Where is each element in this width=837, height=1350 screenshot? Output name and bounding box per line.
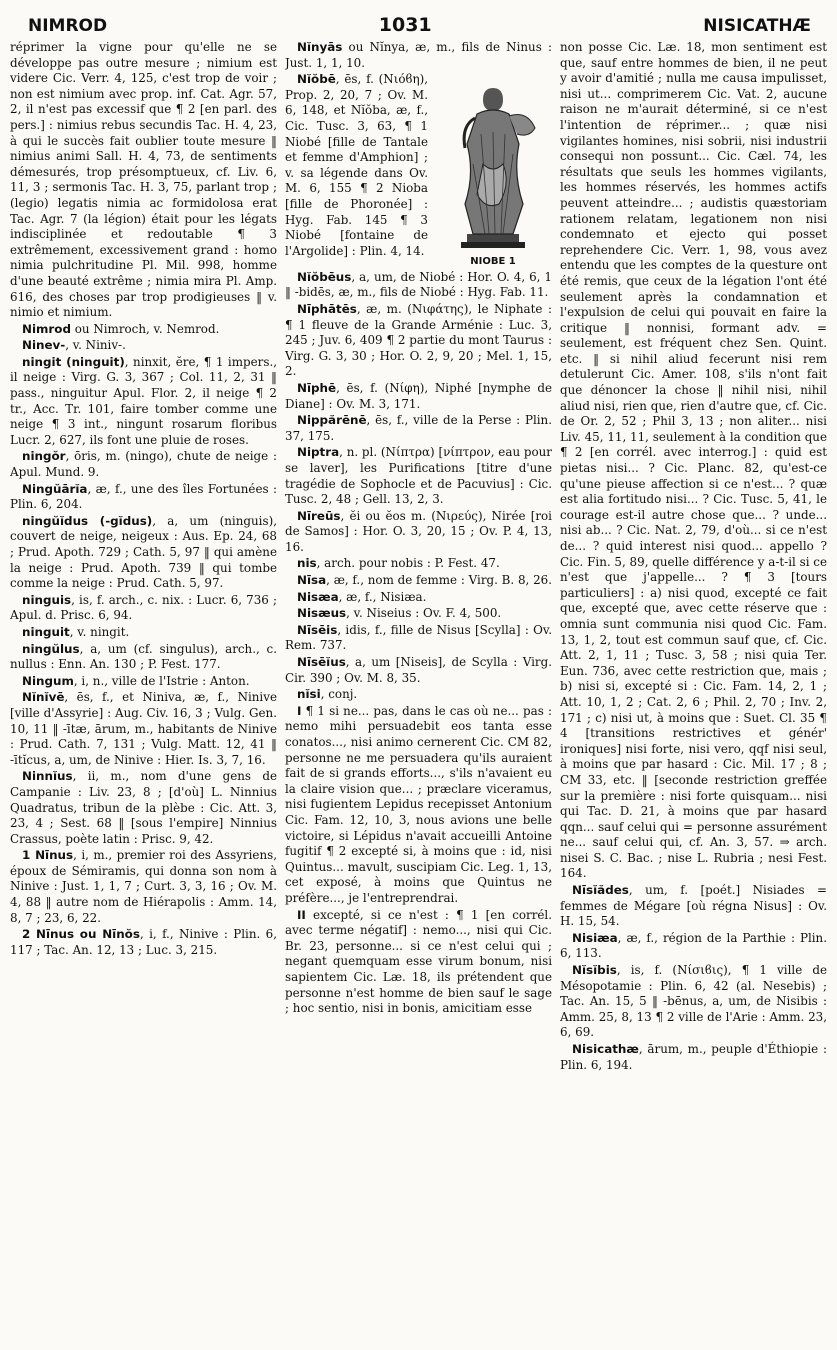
entry-definition: , is, f. arch., c. nix. : Lucr. 6, 736 ; Apul. d. Prisc. 6, 94. [10,592,277,623]
entry-definition: , um, f. [poét.] Nisiades = femmes de Mégare [où régna Nisus] : Ov. H. 15, 54. [560,883,827,929]
dictionary-entry [10,927,277,958]
entry-continuation [560,40,827,882]
entry-headword: ninguis [22,592,72,607]
entry-headword: II [297,907,306,922]
dictionary-entry [285,556,552,572]
dictionary-entry [10,642,277,673]
figure-caption: NIOBE 1 [470,256,516,268]
entry-headword: Nīphātēs [297,301,357,316]
entry-headword: ningŏr [22,449,66,464]
entry-definition: , idis, f., fille de Nisus [Scylla] : Ov. Rem. 737. [285,622,552,653]
dictionary-entry [285,413,552,444]
dictionary-entry [10,355,277,449]
dictionary-entry [285,302,552,380]
dictionary-entry [10,338,277,354]
dictionary-entry [285,445,552,507]
entry-headword: nis [297,556,317,571]
dictionary-entry [285,606,552,622]
entry-definition: , æ, f., une des îles Fortunées : Plin. 6, 204. [10,481,277,512]
entry-headword: 2 Nīnus ou Nīnŏs [22,927,140,942]
dictionary-entry [10,514,277,592]
entry-definition: réprimer la vigne pour qu'elle ne se développe pas outre mesure ; nimium est videre Cic. Verr. 4, 125, c'est trop de voir ; non est nimium avec prop. inf. Cat. Agr. 57, 2, il n'est pas excessif que ¶ 2 [en parl. des pers.] : nimius rebus secundis Tac. H. 4, 23, à qui le succès fait oublier toute mesure ‖ nimius animi Sall. H. 4, 73, de sentiments démesurés, trop présomptueux, cf. Liv. 6, 11, 3 ; sermonis Tac. H. 3, 75, parlant trop ; (legio) legatis nimia ac formidolosa erat Tac. Agr. 7 (la légion) était pour les légats indisciplinée et redoutable ¶ 3 extrêmement, excessivement grand : homo nimia pulchritudine Pl. Mil. 998, homme d'une beauté extrême ; nimia mira Pl. Amp. 616, des choses par trop prodigieuses ‖ v. nimio et nimium. [10,40,277,320]
entry-headword: 1 Nīnus [22,848,74,863]
header-left-guide-word: NIMROD [28,16,108,36]
dictionary-entry [285,655,552,686]
entry-headword: Nīreūs [297,508,341,523]
dictionary-entry [285,270,552,301]
entry-headword: Nisiæa [572,930,618,945]
dictionary-entry [285,704,552,907]
entry-headword: Nippărēnē [297,413,367,428]
entry-headword: ningit (ninguit) [22,354,125,369]
dictionary-entry [10,322,277,338]
entry-definition: , conj. [320,687,358,702]
entry-headword: Nĭnyās [297,40,343,54]
entry-definition: , æ, f., région de la Parthie : Plin. 6, 113. [560,930,827,961]
entry-definition: , i, m., premier roi des Assyriens, époux de Sémiramis, qui donna son nom à Ninive : Just. 1, 1, 7 ; Curt. 3, 3, 16 ; Ov. M. 4, 88 ‖ autre nom de Hiérapolis : Amm. 14, 8, 7 ; 23, 6, 22. [10,848,277,925]
entry-headword: Nīsēis [297,622,338,637]
niobe-figure [434,74,552,270]
entry-headword: Nĭŏbē [297,72,336,87]
entry-definition: , ōris, m. (ningo), chute de neige : Apul. Mund. 9. [10,449,277,480]
header-right-guide-word: NISICATHÆ [703,16,811,36]
dictionary-entry [285,72,428,259]
entry-definition: , ii, m., nom d'une gens de Campanie : Liv. 23, 8 ; [d'où] L. Ninnius Quadratus, tribun de la plèbe : Cic. Att. 3, 23, 4 ; Sest. 68 ‖ [sous l'empire] Ninnius Crassus, poète latin : Prisc. 9, 42. [10,769,277,846]
entry-definition: , n. pl. (Νίπτρα) [νίπτρον, eau pour se laver], les Purifications [titre d'une tragédie de Sophocle et de Pacuvius] : Cic. Tusc. 2, 48 ; Gell. 13, 2, 3. [285,445,552,507]
entry-headword: Ninev- [22,338,66,353]
page-number: 1031 [378,14,432,36]
entry-headword: Nimrod [22,321,71,336]
entry-headword: Nīsēĭus [297,655,346,670]
columns [10,40,827,1340]
entry-headword: Nĭsĭbis [572,963,617,978]
entry-definition: , æ, f., Nisiæa. [338,589,427,604]
entry-definition: , i, f., Ninive : Plin. 6, 117 ; Tac. An. 12, 13 ; Luc. 3, 215. [10,927,277,957]
dictionary-entry [285,509,552,556]
entry-headword: Niptra [297,445,340,460]
dictionary-entry [285,623,552,654]
dictionary-entry [285,590,552,606]
entry-headword: ningŭĭdus (-gĭdus) [22,513,153,528]
entry-definition: , is, f. (Νίσιϐις), ¶ 1 ville de Mésopotamie : Plin. 6, 42 (al. Nesebis) ; Tac. An. 15, 5 ‖ -bēnus, a, um, de Nisibis : Amm. 25, 8, 13 ¶ 2 ville de l'Arie : Amm. 23, 6, 69. [560,963,827,1040]
entry-definition: , ēs, f., et Niniva, æ, f., Ninive [ville d'Assyrie] : Aug. Civ. 16, 3 ; Vulg. Gen. 10, 11 ‖ -ītæ, ārum, m., habitants de Ninive : Prud. Cath. 7, 131 ; Vulg. Matt. 12, 41 ‖ -ītĭcus, a, um, de Ninive : Hier. Is. 3, 7, 16. [10,690,277,767]
dictionary-entry [560,1042,827,1073]
entry-headword: Nisæa [297,589,339,604]
entry-headword: Ningŭārĭa [22,481,88,496]
entry-headword: ninguit [22,624,70,639]
dictionary-entry [10,593,277,624]
niobe-statue-illustration [437,74,549,250]
entry-headword: Ninnĭus [22,769,73,784]
entry-headword: Nisicathæ [572,1042,639,1056]
entry-definition: , æ, m. (Νιφάτης), le Niphate : ¶ 1 fleuve de la Grande Arménie : Luc. 3, 245 ; Juv. 6, 409 ¶ 2 partie du mont Taurus : Virg. G. 3, 30 ; Hor. O. 2, 9, 20 ; Mel. 1, 15, 2. [285,301,552,379]
dictionary-entry [560,931,827,962]
entry-definition: , ĕi ou ĕos m. (Νιρεύς), Nirée [roi de Samos] : Hor. O. 3, 20, 15 ; Ov. P. 4, 13, 16. [285,508,552,554]
dictionary-entry [10,449,277,480]
entry-definition: ¶ 1 si ne... pas, dans le cas où ne... pas : nemo mihi persuadebit eos tanta esse conatos..., nisi animo cernerent Cic. CM 82, personne ne me persuadera qu'ils auraient fait de si grands efforts..., s'ils n'avaient eu la claire vision que... ; præclare viceramus, nisi fugientem Lepidus recepisset Antonium Cic. Fam. 12, 10, 3, nous avions une belle victoire, si Lépidus n'avait accueilli Antoine fugitif ¶ 2 excepté si, à moins que : id, nisi Quintus... mavult, suscipiam Cic. Leg. 1, 13, cet exposé, à moins que Quintus ne préfère..., je l'entreprendrai. [285,703,552,905]
entry-definition: , a, um (ninguis), couvert de neige, neigeux : Aus. Ep. 24, 68 ; Prud. Apoth. 729 ; Cath. 5, 97 ‖ qui amène la neige : Prud. Apoth. 739 ‖ qui tombe comme la neige : Prud. Cath. 5, 97. [10,513,277,591]
dictionary-entry [285,381,552,412]
entry-definition: , ēs, f. (Νιόϐη), Prop. 2, 20, 7 ; Ov. M. 6, 148, et Nĭŏba, æ, f., Cic. Tusc. 3, 63, ¶ 1 Niobé [fille de Tantale et femme d'Amphion] ; v. sa légende dans Ov. M. 6, 155 ¶ 2 Nioba [fille de Phoronée] : Hyg. Fab. 145 ¶ 3 Niobé [fontaine de l'Argolide] : Plin. 4, 14. [285,72,428,258]
entry-definition: , v. Niniv-. [65,338,126,353]
entry-definition: , ninxit, ĕre, ¶ 1 impers., il neige : Virg. G. 3, 367 ; Col. 11, 2, 31 ‖ pass., ninguitur Apul. Flor. 2, il neige ¶ 2 tr., Acc. Tr. 101, faire tomber comme une neige ¶ 3 int., ningunt rosarum floribus Lucr. 2, 627, ils font une pluie de roses. [10,354,277,447]
entry-definition: excepté, si ce n'est : ¶ 1 [en corrél. avec terme négatif] : nemo..., nisi qui Cic. Br. 23, personne... si ce n'est celui qui ; negant quemquam esse virum bonum, nisi sapientem Cic. Læ. 18, ils prétendent que personne n'est homme de bien sauf le sage ; hoc sentio, nisi in bonis, amicitiam esse [285,907,552,1016]
entry-headword: Nĭnĭvē [22,690,65,705]
entry-headword: Nīsĭădes [572,883,629,898]
entry-headword: I [297,703,302,718]
entry-headword: ningŭlus [22,641,80,656]
dictionary-entry [10,848,277,926]
dictionary-entry [10,674,277,690]
dictionary-entry [285,908,552,1017]
dictionary-entry [285,687,552,703]
dictionary-entry [285,573,552,589]
entry-definition: , a, um (cf. singulus), arch., c. nullus : Enn. An. 130 ; P. Fest. 177. [10,641,277,672]
entry-headword: Nīphē [297,380,337,395]
entry-definition: , a, um [Niseis], de Scylla : Virg. Cir. 390 ; Ov. M. 8, 35. [285,655,552,685]
dictionary-entry [285,40,552,71]
entry-definition: , ēs, f. (Νίφη), Niphé [nymphe de Diane] : Ov. M. 3, 171. [285,380,552,411]
entry-headword: Ningum [22,673,74,688]
entry-definition: , v. Niseius : Ov. F. 4, 500. [346,606,502,621]
dictionary-entry [10,625,277,641]
dictionary-entry [10,482,277,513]
entry-headword: Nīsa [297,573,327,588]
dictionary-entry [560,963,827,1041]
entry-headword: Nisæus [297,606,347,621]
entry-definition: , ārum, m., peuple d'Éthiopie : Plin. 6, 194. [560,1042,827,1072]
column-3 [560,40,827,1340]
entry-headword: Nĭŏbēus [297,269,352,284]
entry-definition: , arch. pour nobis : P. Fest. 47. [316,556,500,571]
page-header [10,0,827,40]
entry-definition: , a, um, de Niobé : Hor. O. 4, 6, 1 ‖ -bidēs, æ, m., fils de Niobé : Hyg. Fab. 11. [285,269,552,300]
entry-definition: ou Nĭnya, æ, m., fils de Ninus : Just. 1, 1, 10. [285,40,552,70]
entry-definition: , v. ningit. [69,624,130,639]
dictionary-entry [10,769,277,847]
column-2 [285,40,552,1340]
figure-side-text [285,72,428,270]
entry-headword: nĭsi [297,687,321,702]
column-1 [10,40,277,1340]
dictionary-entry [560,883,827,930]
entry-with-figure [285,72,552,270]
entry-definition: , æ, f., nom de femme : Virg. B. 8, 26. [326,573,552,588]
entry-definition: , i, n., ville de l'Istrie : Anton. [73,673,250,688]
entry-definition: ou Nimroch, v. Nemrod. [70,321,220,336]
entry-continuation [10,40,277,321]
dictionary-entry [10,690,277,768]
entry-definition: , ēs, f., ville de la Perse : Plin. 37, 175. [285,413,552,443]
entry-definition: non posse Cic. Læ. 18, mon sentiment est que, sauf entre hommes de bien, il ne peut y avoir d'amitié ; nulla me causa impulisset, nisi ut... comprimerem Cic. Vat. 2, aucune raison ne m'aurait déterminé, si ce n'est l'intention de réprimer... ; quæ nisi vigilantes homines, nisi sobrii, nisi industrii consequi non possunt... Cic. Cæl. 74, les résultats que seuls les hommes vigilants, les hommes réservés, les hommes actifs peuvent atteindre... ; audistis quæstoriam rationem relatam, legationem non nisi condemnato et ejecto qui posset reprehendere Cic. Verr. 1, 98, vous avez entendu que les comptes de la questure ont été remis, que ceux de la légation l'ont été seulement après la condamnation et l'expulsion de celui qui pouvait en faire la critique ‖ nonnisi, formant adv. = seulement, est fréquent chez Sen. Quint. etc. ‖ si nihil aliud fecerunt nisi rem detulerunt Cic. Amer. 108, s'ils n'ont fait que dénoncer la chose ‖ nihil nisi, nihil aliud nisi, rien que, rien d'autre que, cf. Cic. de Or. 2, 52 ; Phil 3, 13 ; non aliter... nisi Liv. 45, 11, 11, seulement à la condition que ¶ 2 [en corrél. avec interrog.] : quid est pietas nisi... ? Cic. Planc. 82, qu'est-ce qu'une pieuse affection si ce n'est... ? quæ est alia fortitudo nisi... ? Cic. Tusc. 5, 41, le courage est-il autre chose que... ? unde... nisi ab... ? Cic. Nat. 2, 79, d'où... si ce n'est de... ? quid interest nisi quod... appello ? Cic. Fin. 5, 89, quelle différence y a-t-il si ce n'est que j'appelle... ? ¶ 3 [tours particuliers] : a) nisi quod, excepté ce fait que, excepté que, avec cette réserve que : omnia sunt communia nisi quod Cic. Fam. 13, 1, 2, tout est commun sauf que, cf. Cic. Att. 2, 1, 11 ; Tusc. 3, 58 ; nisi quia Ter. Eun. 736, avec cette restriction que, mais ; b) nisi si, excepté si : Cic. Fam. 14, 2, 1 ; Att. 10, 1, 2 ; Cat. 2, 6 ; Phil. 2, 70 ; Inv. 2, 171 ; c) nisi ut, à moins que : Suet. Cl. 35 ¶ 4 [transitions restrictives et génér' ironiques] nisi forte, nisi vero, qqf nisi seul, à moins que par hasard : Cic. Mil. 17 ; 8 ; CM 33, etc. ‖ [seconde restriction greffée sur la première : nisi forte quisquam... nisi qui Tac. D. 21, à moins que par hasard qqn... sauf celui qui = personne assurément ne... sauf celui qui, cf. An. 3, 57. ⇒ arch. nisei S. C. Bac. ; nise L. Rubria ; nesi Fest. 164. [560,40,827,881]
